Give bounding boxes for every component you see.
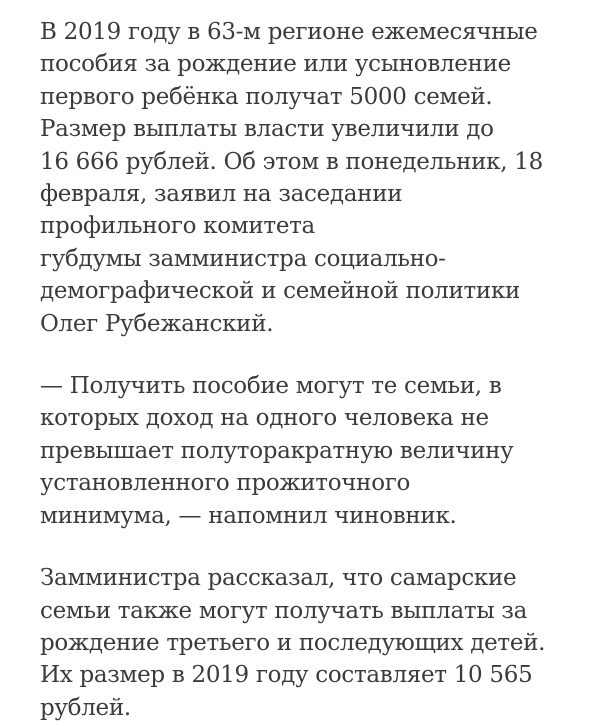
text-line: первого ребёнка получат 5000 семей. (40, 83, 493, 110)
text-line: февраля, заявил на заседании (40, 181, 403, 208)
text-line: минимума, — напомнил чиновник. (40, 502, 457, 529)
text-line: Их размер в 2019 году составляет 10 565 (40, 662, 533, 689)
text-line: демографической и семейной политики (40, 278, 521, 305)
text-line: семьи также могут получать выплаты за (40, 597, 527, 624)
text-line: В 2019 году в 63-м регионе ежемесячные (40, 19, 538, 45)
text-line: Размер выплаты власти увеличили до (40, 116, 494, 143)
text-line: превышает полуторакратную величину (40, 437, 514, 464)
text-line: — Получить пособие могут те семьи, в (40, 373, 502, 400)
text-line: 16 666 рублей. Об этом в понедельник, 18 (40, 148, 543, 175)
article-paragraph-3 (40, 562, 580, 724)
text-line: которых доход на одного человека не (40, 405, 489, 432)
text-line: рождение третьего и последующих детей. (40, 629, 546, 656)
text-line: профильного комитета (40, 213, 315, 240)
text-line: пособия за рождение или усыновление (40, 51, 511, 78)
text-line: губдумы замминистра социально- (40, 245, 446, 272)
text-line: Олег Рубежанский. (40, 310, 274, 337)
text-line: Замминистра рассказал, что самарские (40, 565, 517, 592)
article-paragraph-1 (40, 16, 580, 340)
article-paragraph-2 (40, 370, 580, 532)
text-line: рублей. (40, 694, 131, 721)
text-line: установленного прожиточного (40, 470, 411, 497)
